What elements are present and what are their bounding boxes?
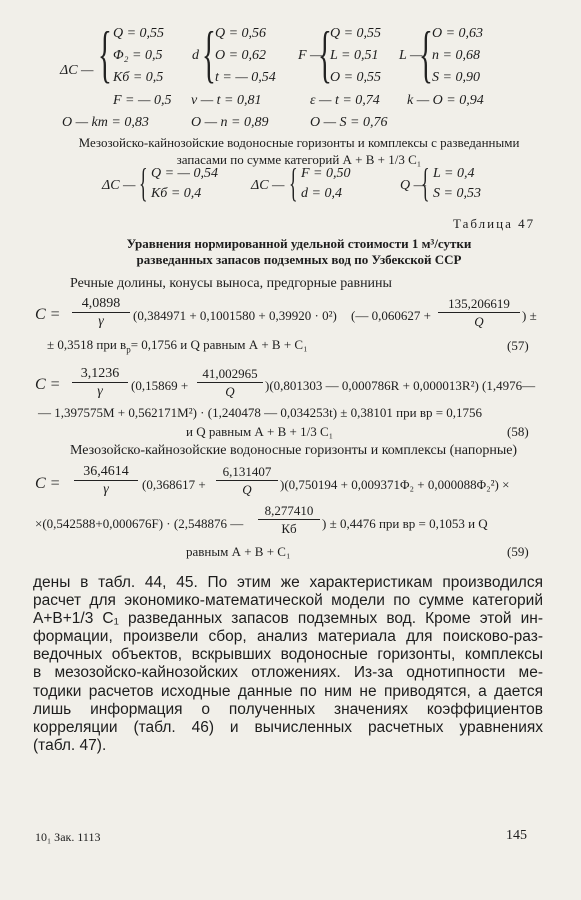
- eq-term: ×(0,542588+0,000676F) · (2,548876 —: [35, 516, 244, 531]
- eq-lhs: C =: [35, 475, 61, 492]
- fraction: [258, 503, 320, 538]
- equation-number: (58): [507, 424, 529, 439]
- print-order-footer: 10₁ Зак. 1113: [35, 830, 101, 844]
- fraction: [74, 464, 138, 499]
- eq-term: ) ± 0,4476 при вр = 0,1053 и Q: [322, 516, 488, 531]
- group-item: S = 0,53: [433, 186, 481, 201]
- fraction: [438, 296, 520, 331]
- pair-item: O — n = 0,89: [191, 115, 269, 130]
- table-label: Таблица 47: [453, 216, 536, 231]
- eq-term: (— 0,060627 +: [351, 308, 431, 323]
- paragraph-line: тодики расчетов исходные данные по ним не приводятся, а дается: [33, 682, 543, 700]
- section-heading: Речные долины, конусы выноса, предгорные равнины: [70, 276, 392, 291]
- pair-item: ε — t = 0,74: [310, 93, 380, 108]
- group-item: L = 0,4: [433, 166, 475, 181]
- fraction-numerator: 4,0898: [72, 296, 130, 313]
- group1-item: Кб = 0,5: [113, 70, 164, 85]
- fraction-denominator: Q: [225, 384, 235, 399]
- group1-item: Φ₂ = 0,5: [113, 48, 163, 63]
- delta-c-label: ΔC —: [60, 63, 94, 78]
- fraction-numerator: 41,002965: [197, 366, 263, 383]
- paragraph-line: А+В+1/3 С₁ разведанных запасов подземных вод. Кроме этой ин-: [33, 610, 543, 628]
- pair-item: v — t = 0,81: [191, 93, 262, 108]
- table-title-line2: разведанных запасов подземных вод по Узбекской ССР: [136, 252, 462, 267]
- eq-line: [47, 337, 308, 355]
- eq-line: — 1,397575M + 0,562171M²) · (1,240478 — 0,034253t) ± 0,38101 при вр = 0,1756: [38, 405, 483, 420]
- eq-term: (0,384971 + 0,1001580 + 0,39920 · 0²): [133, 308, 337, 323]
- equation-number: (57): [507, 338, 529, 353]
- fraction-numerator: 6,131407: [216, 464, 278, 481]
- group3-item: O = 0,55: [330, 70, 382, 85]
- fraction-denominator: γ: [103, 482, 109, 497]
- eq-lhs: C =: [35, 376, 61, 393]
- eq-text: ± 0,3518 при в: [47, 337, 127, 352]
- group4-label: L —: [399, 48, 423, 63]
- page-number: 145: [506, 828, 527, 843]
- left-brace-icon: {: [289, 160, 298, 205]
- group-item: d = 0,4: [301, 186, 342, 201]
- group3-item: L = 0,51: [330, 48, 379, 63]
- eq-line: равным А + В + С₁: [186, 544, 291, 559]
- group3-item: Q = 0,55: [330, 26, 382, 41]
- pair-item: O — S = 0,76: [310, 115, 388, 130]
- fraction-numerator: 135,206619: [438, 296, 520, 313]
- block2-heading-line1: Мезозойско-кайнозойские водоносные горизонты и комплексы с разведанными: [78, 135, 520, 150]
- group-item: Q = — 0,54: [151, 166, 219, 181]
- group4-item: S = 0,90: [432, 70, 480, 85]
- equation-number: (59): [507, 544, 529, 559]
- fraction-denominator: Q: [242, 482, 252, 497]
- pair-item: k — O = 0,94: [407, 93, 484, 108]
- eq-term: (0,368617 +: [142, 477, 206, 492]
- group1-item: Q = 0,55: [113, 26, 165, 41]
- fraction-numerator: 3,1236: [72, 366, 128, 383]
- delta-c-label: ΔC —: [102, 178, 136, 193]
- fraction-denominator: γ: [97, 384, 103, 399]
- paragraph-line: расчет для экономико-математической модели по сумме категорий: [33, 592, 543, 610]
- group2-label: d: [192, 48, 199, 63]
- eq-text: = 0,1756 и Q равным А + В + С₁: [130, 337, 308, 352]
- group3-label: F —: [298, 48, 323, 63]
- paragraph-line: дены в табл. 44, 45. По этим же характеристикам производился: [33, 574, 543, 591]
- eq-term: )(0,801303 — 0,000786R + 0,000013R²) (1,4976—: [265, 378, 536, 393]
- body-paragraph: [33, 574, 543, 755]
- eq-term: )(0,750194 + 0,009371Φ₂ + 0,000088Φ₂²) ×: [280, 477, 510, 492]
- block2-heading-line2: запасами по сумме категорий А + В + 1/3 С₁: [176, 152, 422, 167]
- fraction-numerator: 36,4614: [74, 464, 138, 481]
- fraction: [216, 464, 278, 499]
- fraction-denominator: Кб: [281, 521, 297, 536]
- group-item: F = 0,50: [301, 166, 351, 181]
- group2-item: t = — 0,54: [215, 70, 276, 85]
- eq-line: и Q равным А + В + 1/3 С₁: [186, 424, 334, 439]
- left-brace-icon: {: [421, 160, 430, 205]
- left-brace-icon: {: [202, 18, 216, 89]
- group1-item: F = — 0,5: [113, 93, 172, 108]
- paragraph-line: формации, произвели сбор, анализ материала для поисково-раз-: [33, 628, 543, 646]
- section-heading: Мезозойско-кайнозойские водоносные горизонты и комплексы (напорные): [70, 443, 518, 458]
- subscript: р: [126, 344, 131, 355]
- group2-item: O = 0,62: [215, 48, 267, 63]
- group4-item: n = 0,68: [432, 48, 480, 63]
- fraction: [197, 366, 263, 401]
- paragraph-line: в мезозойско-кайнозойских отложениях. Из-за однотипности ме-: [33, 664, 543, 682]
- eq-term: ) ±: [522, 308, 537, 323]
- group-item: Кб = 0,4: [151, 186, 202, 201]
- paragraph-line: (табл. 47).: [33, 736, 107, 754]
- fraction-denominator: Q: [474, 314, 484, 329]
- paragraph-line: лишь информация о полученных значениях коэффициентов: [33, 700, 543, 718]
- q-label: Q —: [400, 178, 427, 193]
- left-brace-icon: {: [98, 18, 112, 89]
- left-brace-icon: {: [419, 18, 433, 89]
- paragraph-line: ведочных объектов, вскрывших водоносные горизонты, комплексы: [33, 646, 543, 664]
- fraction-numerator: 8,277410: [258, 503, 320, 520]
- pair-item: O — km = 0,83: [62, 115, 149, 130]
- eq-term: (0,15869 +: [131, 378, 189, 393]
- paragraph-line: корреляции (табл. 46) и вычисленных расчетных уравнениях: [33, 718, 543, 736]
- delta-c-label: ΔC —: [251, 178, 285, 193]
- fraction: [72, 296, 130, 331]
- left-brace-icon: {: [318, 18, 332, 89]
- fraction: [72, 366, 128, 401]
- group4-item: O = 0,63: [432, 26, 484, 41]
- left-brace-icon: {: [139, 160, 148, 205]
- group2-item: Q = 0,56: [215, 26, 267, 41]
- table-title-line1: Уравнения нормированной удельной стоимости 1 м³/сутки: [126, 236, 472, 251]
- eq-lhs: C =: [35, 306, 61, 323]
- fraction-denominator: γ: [98, 314, 104, 329]
